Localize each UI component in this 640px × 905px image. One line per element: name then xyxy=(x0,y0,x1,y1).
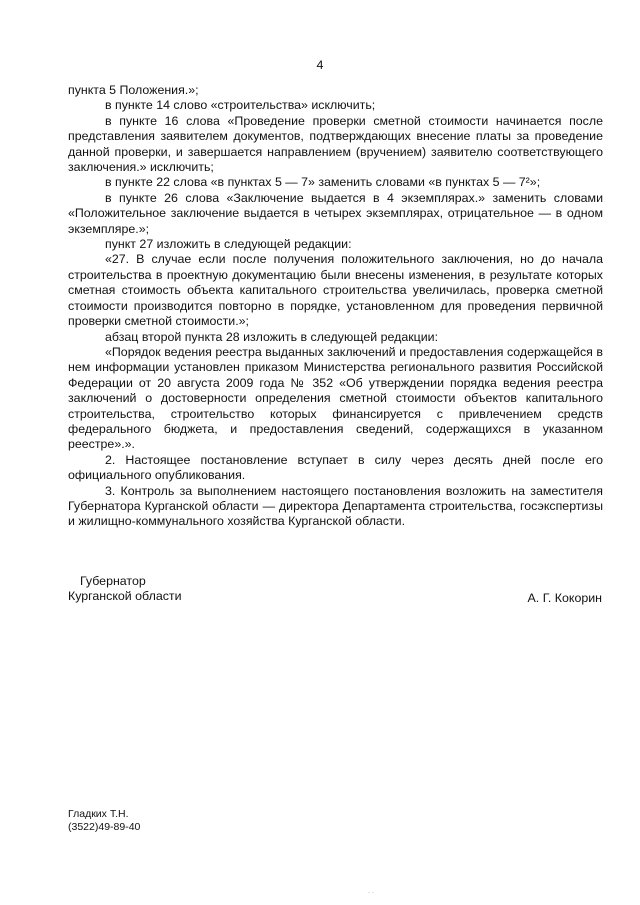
scan-marks: . . xyxy=(368,888,374,895)
paragraph: абзац второй пункта 28 изложить в следующей редакции: xyxy=(105,329,439,344)
paragraph: в пункте 16 слова «Проведение проверки сметной стоимости начинается после представления заявителем документов, подтверждающих внесение платы за проведение данной проверки, и завершается направлением (вручением) заявителю соответствующего заключения.» исключить; xyxy=(68,113,603,175)
executor-phone: (3522)49-89-40 xyxy=(68,821,141,833)
signatory-title-line1: Губернатор xyxy=(80,574,146,588)
paragraph: в пункте 26 слова «Заключение выдается в 4 экземплярах.» заменить словами «Положительное заключение выдается в четырех экземплярах, отрицательное — в одном экземпляре.»; xyxy=(68,190,603,236)
paragraph: пункт 27 изложить в следующей редакции: xyxy=(105,237,352,252)
document-body xyxy=(68,83,603,530)
paragraph: в пункте 22 слова «в пунктах 5 — 7» заменить словами «в пунктах 5 — 7²»; xyxy=(105,175,541,190)
signatory-name: А. Г. Кокорин xyxy=(527,591,602,605)
paragraph: «27. В случае если после получения положительного заключения, но до начала строительства в проектную документацию были внесены изменения, в результате которых сметная стоимость объекта капитального строительства увеличилась, проверка сметной стоимости производится повторно в порядке, установленном для проведения первичной проверки сметной стоимости.»; xyxy=(68,252,603,329)
page-number: 4 xyxy=(316,58,324,72)
executor-name: Гладких Т.Н. xyxy=(68,808,129,820)
paragraph: в пункте 14 слово «строительства» исключить; xyxy=(105,98,376,113)
executor-info xyxy=(68,808,140,834)
paragraph: 2. Настоящее постановление вступает в силу через десять дней после его официального опубликования. xyxy=(68,452,603,483)
signatory-title xyxy=(0,574,280,605)
paragraph: «Порядок ведения реестра выданных заключений и предоставления содержащейся в нем информации установлен приказом Министерства регионального развития Российской Федерации от 20 августа 2009 года № 352 «Об утверждении порядка ведения реестра заключений о достоверности определения сметной стоимости объектов капитального строительства, строительство которых финансируется с привлечением средств федерального бюджета, и предоставления сведений, содержащихся в указанном реестре».». xyxy=(68,344,603,452)
paragraph: 3. Контроль за выполнением настоящего постановления возложить на заместителя Губернатора Курганской области — директора Департамента строительства, госэкспертизы и жилищно-коммунального хозяйства Курганской области. xyxy=(68,483,603,529)
signatory-title-line2: Курганской области xyxy=(68,589,182,604)
paragraph: пункта 5 Положения.»; xyxy=(68,83,199,97)
